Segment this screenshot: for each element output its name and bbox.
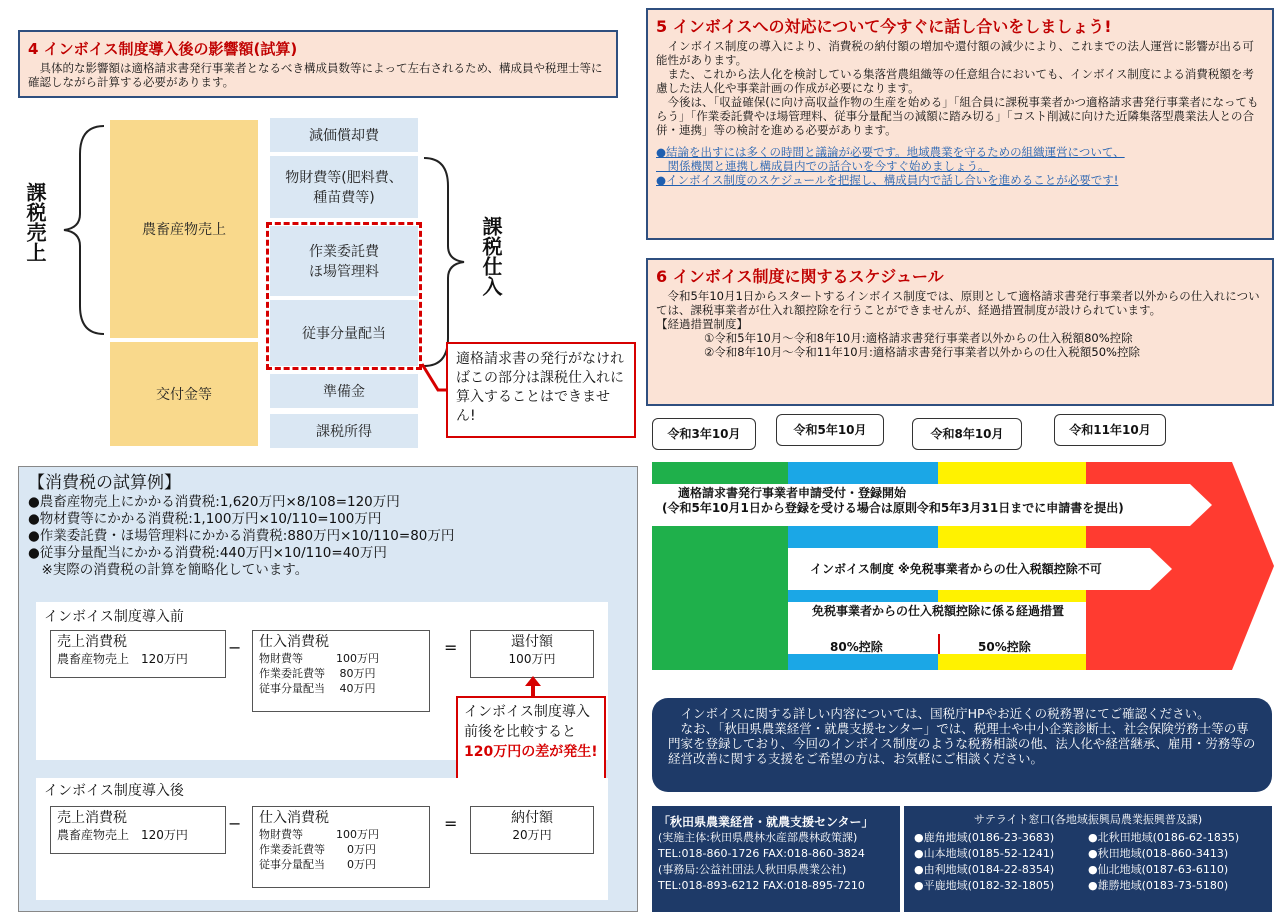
brace-purchase	[420, 156, 470, 368]
after-purchase-line: 作業委託費等 0万円	[259, 843, 376, 856]
cell-farm-sales: 農畜産物売上	[110, 120, 258, 338]
calc-line: ●作業委託費・ほ場管理料にかかる消費税:880万円×10/110=80万円	[28, 528, 455, 544]
section6-box	[646, 258, 1274, 406]
section5-title: 5 インボイスへの対応について今すぐに話し合いをしましょう!	[656, 17, 1112, 36]
before-purchase-title: 仕入消費税	[259, 634, 329, 650]
section4-box	[18, 30, 618, 98]
before-sales-line: 農畜産物売上 120万円	[57, 652, 188, 666]
label-taxable-sales: 課税売上	[23, 182, 47, 262]
section5-bullet: 関係機関と連携し構成員内での話合いを今すぐ始めましょう。	[656, 159, 990, 173]
satellite-item: ●仙北地域(0187-63-6110)	[1088, 863, 1229, 876]
after-purchase-box	[252, 806, 430, 888]
section6-transition-line: ①令和5年10月〜令和8年10月:適格請求書発行事業者以外からの仕入税額80%控除	[704, 331, 1133, 345]
compare-note-highlight: 120万円の差が発生!	[464, 744, 598, 760]
before-title: インボイス制度導入前	[44, 609, 184, 625]
before-purchase-box	[252, 630, 430, 712]
after-purchase-title: 仕入消費税	[259, 810, 329, 826]
before-equals: =	[444, 638, 458, 657]
satellite-item: ●平鹿地域(0182-32-1805)	[914, 879, 1055, 892]
section5-box	[646, 8, 1274, 240]
cell-dividend: 従事分量配当	[270, 300, 418, 366]
contact-tel1: TEL:018-860-1726 FAX:018-860-3824	[658, 847, 865, 860]
calc-line: ●農畜産物売上にかかる消費税:1,620万円×8/108=120万円	[28, 494, 400, 510]
contact-office: (事務局:公益社団法人秋田県農業公社)	[658, 863, 847, 876]
bar3-50: 50%控除	[978, 640, 1031, 654]
after-result-value: 20万円	[512, 828, 552, 842]
bar3-divider	[938, 634, 940, 654]
contact-host: (実施主体:秋田県農林水産部農林政策課)	[658, 831, 858, 844]
before-sales-title: 売上消費税	[57, 634, 127, 650]
calc-title: 【消費税の試算例】	[28, 473, 181, 493]
before-purchase-line: 物財費等 100万円	[259, 652, 379, 665]
cell-taxable-income: 課税所得	[270, 414, 418, 448]
section5-bullet: ●結論を出すには多くの時間と議論が必要です。地域農業を守るための組織運営について、	[656, 145, 1125, 159]
section5-para: インボイス制度の導入により、消費税の納付額の増加や還付額の減少により、これまでの法人運営に影響が出る可能性があります。	[656, 39, 1254, 67]
cell-materials: 物財費等(肥料費、種苗費等)	[270, 156, 418, 218]
section5-bullet: ●インボイス制度のスケジュールを把握し、構成員内で話し合いを進めることが必要です!	[656, 173, 1119, 187]
before-result-title: 還付額	[511, 634, 553, 650]
satellite-item: ●山本地域(0185-52-1241)	[914, 847, 1055, 860]
label-taxable-purchase: 課税仕入	[479, 216, 503, 296]
after-result-box	[470, 806, 594, 854]
after-equals: =	[444, 814, 458, 833]
before-purchase-line: 従事分量配当 40万円	[259, 682, 376, 695]
notice-line2: なお、「秋田県農業経営・就農支援センター」では、税理士や中小企業診断士、社会保険労務士等の専門家を登録しており、今回のインボイス制度のような税務相談の他、法人化や経営継承、雇用・労務等の経営改善に関する支援をご希望の方は、お気軽にご相談ください。	[668, 721, 1256, 766]
brace-sales	[58, 124, 108, 336]
timeline-date: 令和3年10月	[652, 418, 756, 450]
satellite-item: ●秋田地域(018-860-3413)	[1088, 847, 1229, 860]
after-minus: −	[228, 814, 242, 833]
satellite-item: ●北秋田地域(0186-62-1835)	[1088, 831, 1240, 844]
after-sales-box	[50, 806, 226, 854]
after-title: インボイス制度導入後	[44, 783, 184, 799]
section6-title: 6 インボイス制度に関するスケジュール	[656, 267, 944, 286]
satellite-item: ●雄勝地域(0183-73-5180)	[1088, 879, 1229, 892]
timeline-date: 令和8年10月	[912, 418, 1022, 450]
contact-tel2: TEL:018-893-6212 FAX:018-895-7210	[658, 879, 865, 892]
satellite-box	[904, 806, 1272, 912]
section6-transition-line: ②令和8年10月〜令和11年10月:適格請求書発行事業者以外からの仕入税額50%控除	[704, 345, 1140, 359]
section5-para: 今後は、「収益確保(に向け高収益作物の生産を始める」「組合員に課税事業者かつ適格請求書発行事業者になってもらう」「作業委託費やほ場管理料、従事分量配当の減額に踏み切る」「コスト削減に向けた近隣集落型農業法人との合併・連携」等の検討を進める必要があります。	[656, 95, 1259, 137]
after-sales-title: 売上消費税	[57, 810, 127, 826]
satellite-title: サテライト窓口(各地域振興局農業振興普及課)	[973, 813, 1203, 826]
compare-note-box	[456, 696, 606, 788]
after-sales-line: 農畜産物売上 120万円	[57, 828, 188, 842]
calc-line: ●物材費等にかかる消費税:1,100万円×10/110=100万円	[28, 511, 382, 527]
before-result-box	[470, 630, 594, 678]
notice-line1: インボイスに関する詳しい内容については、国税庁HPやお近くの税務署にてご確認ください。	[668, 706, 1210, 721]
dashed-highlight	[266, 222, 422, 370]
section6-body: 令和5年10月1日からスタートするインボイス制度では、原則として適格請求書発行事業者以外からの仕入れについては、課税事業者が仕入れ額控除を行うことができませんが、経過措置制度が設けられています。	[656, 289, 1260, 317]
cell-outsourcing: 作業委託費 ほ場管理料	[270, 226, 418, 296]
satellite-item: ●鹿角地域(0186-23-3683)	[914, 831, 1055, 844]
compare-note-text: インボイス制度導入前後を比較すると	[464, 704, 590, 740]
bar2-text: インボイス制度 ※免税事業者からの仕入税額控除不可	[810, 562, 1102, 576]
after-purchase-line: 物財費等 100万円	[259, 828, 379, 841]
before-sales-box	[50, 630, 226, 678]
before-purchase-line: 作業委託費等 80万円	[259, 667, 376, 680]
section5-para: また、これから法人化を検討している集落営農組織等の任意組合においても、インボイス制度による消費税額を考慮した法人化や事業計画の作成が必要になります。	[656, 67, 1254, 95]
cell-depreciation: 減価償却費	[270, 118, 418, 152]
bar1-line2: (令和5年10月1日から登録を受ける場合は原則令和5年3月31日までに申請書を提出)	[662, 501, 1124, 515]
before-result-value: 100万円	[508, 652, 556, 666]
timeline-date: 令和5年10月	[776, 414, 884, 446]
notice-box	[652, 698, 1272, 792]
contact-box	[652, 806, 900, 912]
timeline-date: 令和11年10月	[1054, 414, 1166, 446]
bar3-title: 免税事業者からの仕入税額控除に係る経過措置	[811, 604, 1064, 618]
section4-title: 4 インボイス制度導入後の影響額(試算)	[28, 40, 298, 58]
bar3-80: 80%控除	[830, 640, 883, 654]
satellite-item: ●由利地域(0184-22-8354)	[914, 863, 1055, 876]
cell-reserve: 準備金	[270, 374, 418, 408]
note-box: 適格請求書の発行がなければこの部分は課税仕入れに算入することはできません!	[446, 342, 636, 438]
section6-transition-title: 【経過措置制度】	[656, 317, 748, 331]
section4-body: 具体的な影響額は適格請求書発行事業者となるべき構成員数等によって左右されるため、構成員や税理士等に確認しながら計算する必要があります。	[28, 61, 603, 89]
calc-line: ●従事分量配当にかかる消費税:440万円×10/110=40万円	[28, 545, 387, 561]
after-result-title: 納付額	[511, 810, 553, 826]
calc-line: ※実際の消費税の計算を簡略化しています。	[28, 562, 309, 578]
contact-name: 「秋田県農業経営・就農支援センター」	[658, 815, 874, 829]
bar1-line1: 適格請求書発行事業者申請受付・登録開始	[678, 486, 907, 500]
calc-lines	[28, 494, 454, 579]
before-minus: −	[228, 638, 242, 657]
after-purchase-line: 従事分量配当 0万円	[259, 858, 376, 871]
bar1-text	[652, 486, 1192, 526]
cell-grant: 交付金等	[110, 342, 258, 446]
